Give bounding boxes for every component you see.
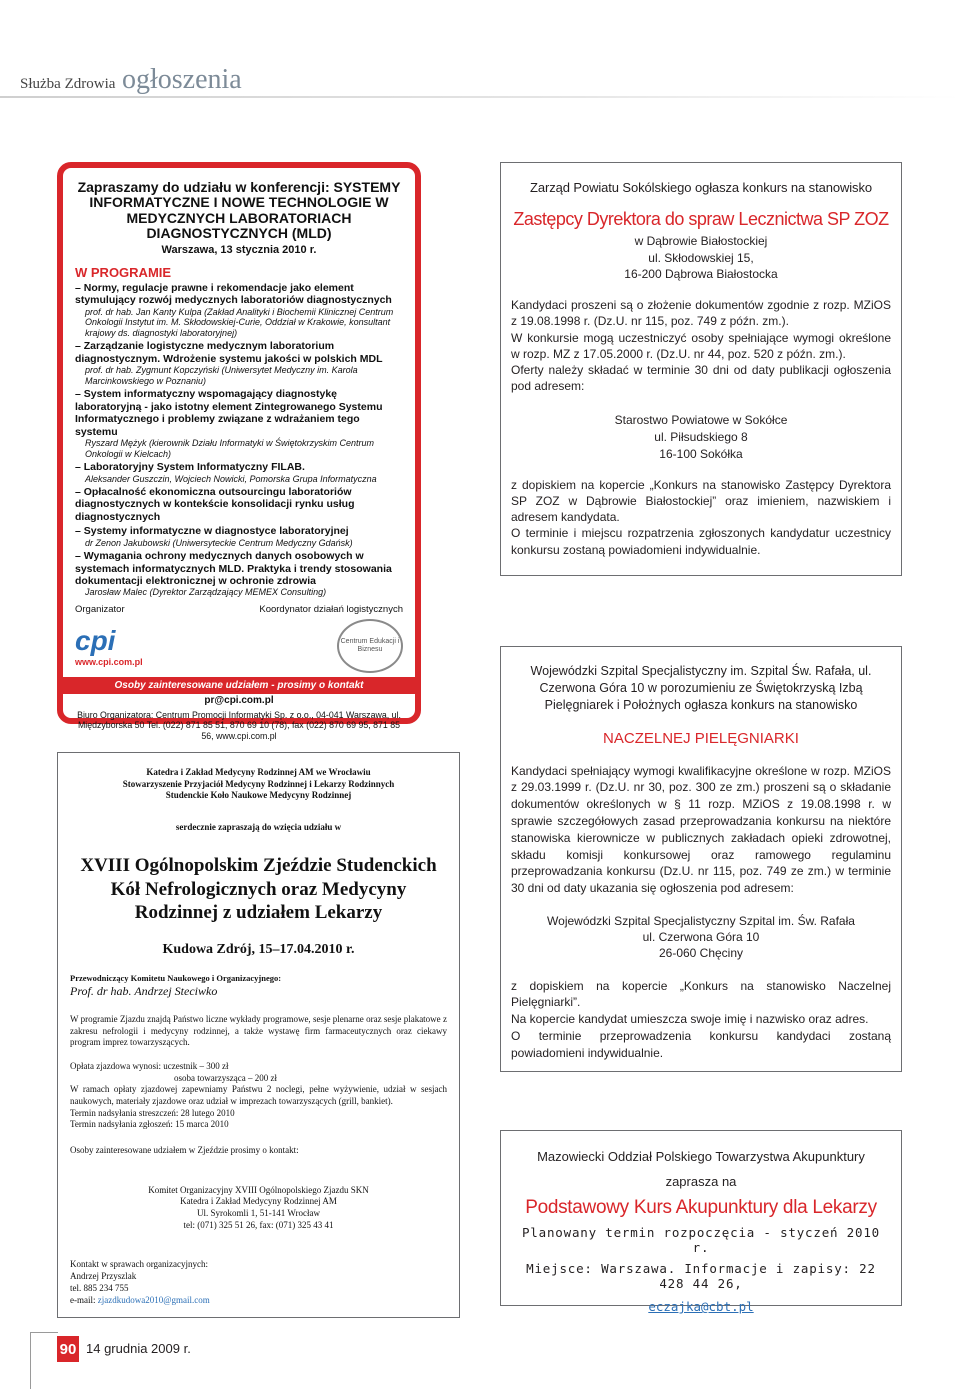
program-item [75,282,403,339]
ad-body [511,297,891,394]
program-item-title: – Zarządzanie logistyczne medycznym laboratorium diagnostycznym. Wdrożenie systemu jakości w polskich MDL [75,340,403,365]
congress-program: W programie Zjazdu znajdą Państwo liczne wykłady programowe, sesje plenarne oraz sesje plakatowe z zakresu nefrologii i medycyny rodzinnej, a także wystawę firm farmaceutycznych oraz ciekawy program imprez towarzyszących. [70,1013,447,1048]
program-item-title: – Systemy informatyczne w diagnostyce laboratoryjnej [75,525,403,537]
organizer-line: Stowarzyszenie Przyjaciół Medycyny Rodzinnej i Lekarzy Rodzinnych [122,778,395,789]
address-line: Katedra i Zakład Medycyny Rodzinnej AM [180,1196,337,1207]
ad-paragraph: Kandydaci proszeni są o złożenie dokumentów zgodnie z rozp. MZiOS z 19.08.1998 r. (Dz.U. nr 115, poz. 749 z późn. zm.). [511,298,891,329]
poster-program-heading: W PROGRAMIE [75,264,172,280]
poster-program-list [75,282,403,598]
poster-title: Zapraszamy do udziału w konferencji: SYSTEMY INFORMATYCZNE I NOWE TECHNOLOGIE W MEDYCZNYCH LABORATORIACH DIAGNOSTYCZNYCH (MLD) [77,179,401,242]
university-seal-icon: Centrum Edukacji i Biznesu [337,619,403,673]
deadline-registration: Termin nadsyłania zgłoszeń: 15 marca 2010 [70,1119,229,1130]
poster-date: Warszawa, 13 stycznia 2010 r. [161,243,317,256]
ad-lead: Wojewódzki Szpital Specjalistyczny im. Szpital Św. Rafała, ul. Czerwona Góra 10 w porozumieniu ze Świętokrzyską Izbą Pielęgniarek i Położnych ogłasza konkurs na stanowisko [530,664,872,712]
ad-paragraph: Oferty należy składać w terminie 30 dni od daty publikacji ogłoszenia pod adresem: [511,362,891,394]
deadline-abstracts: Termin nadsyłania streszczeń: 28 lutego 2010 [70,1107,235,1118]
cpi-url: www.cpi.com.pl [75,657,143,668]
congress-place-date: Kudowa Zdrój, 15–17.04.2010 r. [162,942,355,957]
organizer-line: Katedra i Zakład Medycyny Rodzinnej AM we Wrocławiu [146,767,371,777]
program-item-author: Aleksander Guszczin, Wojciech Nowicki, Pomorska Grupa Informatyczna [85,473,377,484]
poster-contact-bar: Osoby zainteresowane udziałem - prosimy o kontakt [63,677,415,694]
ad-lead: Zarząd Powiatu Sokólskiego ogłasza konkurs na stanowisko [530,180,872,195]
contact-line: Andrzej Przyszlak [70,1271,137,1282]
ad-course-title: Podstawowy Kurs Akupunktury dla Lekarzy [525,1197,877,1218]
ad-hospital-address [511,233,891,283]
program-item-title: – Wymagania ochrony medycznych danych osobowych w systemach informatycznych MLD. Praktyka i trendy stosowania dokumentacji elektronicznej w ochronie zdrowia [75,550,403,587]
address-line: Komitet Organizacyjny XVIII Ogólnopolskiego Zjazdu SKN [148,1184,369,1195]
cpi-logo [75,624,143,668]
poster-contact-email[interactable]: pr@cpi.com.pl [204,694,274,706]
program-item-title: – System informatyczny wspomagający diagnostykę laboratoryjną - jako istotny element Zintegrowanego Systemu Informatycznego i problemy związane z wdrażaniem tego systemu [75,388,403,438]
program-item-title: – Normy, regulacje prawne i rekomendacje jako element stymulujący rozwój medycznych laboratoriów diagnostycznych [75,282,403,307]
conference-poster [57,162,421,741]
address-line: ul. Skłodowskiej 15, [648,250,754,265]
ad-location-info: Miejsce: Warszawa. Informacje i zapisy: 22 428 44 26, [526,1261,876,1291]
program-item [75,461,403,484]
organizer-label: Organizator [75,603,125,615]
acupuncture-course-ad [500,1130,902,1314]
ad-organizer: Mazowiecki Oddział Polskiego Towarzystwa Akupunktury [537,1149,865,1164]
program-item-title: – Opłacalność ekonomiczna outsourcingu laboratoriów diagnostycznych w kontekście konsolidacji rynku usług diagnostycznych [75,486,403,523]
program-item-author: prof. dr hab. Jan Kanty Kulpa (Zakład Analityki i Biochemii Klinicznej Centrum Onkologii Instytut im. M. Skłodowskiej-Curie, Oddział w Krakowie, konsultant krajowy ds. diagnostyki laboratoryjnej) [85,306,394,338]
program-item-author: Jarosław Malec (Dyrektor Zarządzający MEMEX Consulting) [85,587,327,598]
page-number: 90 [57,1336,79,1362]
program-item-title: – Laboratoryjny System Informatyczny FILAB. [75,461,403,473]
address-line: 16-200 Dąbrowa Białostocka [624,267,778,282]
address-line: Ul. Syrokomli 1, 51-141 Wrocław [197,1208,320,1219]
address-line: ul. Czerwona Góra 10 [642,930,760,945]
address-line: 26-060 Chęciny [658,946,744,961]
program-item [75,550,403,598]
program-item [75,486,403,523]
ad-paragraph: O terminie i miejscu rozpatrzenia zgłoszonych kandydatur uczestnicy konkursu zostaną powiadomieni indywidualnie. [511,526,891,557]
ad-paragraph: W konkursie mogą uczestniczyć osoby spełniające wymogi określone w rozp. MZ z 17.05.2000 r. (Dz.U. nr 44, poz. 520 z późn. zm.). [511,330,891,361]
ad-position-title: Zastępcy Dyrektora do spraw Lecznictwa SP ZOZ [513,208,889,229]
committee-address [70,1185,447,1232]
address-line: ul. Piłsudskiego 8 [654,430,748,445]
organizational-contact [70,1259,447,1306]
ad-contact-email[interactable]: eczajka@cbt.pl [648,1299,754,1314]
email-label: e-mail: [70,1294,98,1305]
ad-position-title: NACZELNEJ PIELĘGNIARKI [603,729,799,747]
vice-director-ad [500,162,902,576]
section-title: ogłoszenia [122,64,242,95]
program-item [75,340,403,386]
contact-line: tel. 885 234 755 [70,1282,129,1293]
organizer-line: Studenckie Koło Naukowe Medycyny Rodzinnej [165,790,352,801]
ad-paragraph: Na kopercie kandydat umieszcza swoje imię i nazwisko oraz adres. [511,1012,869,1027]
address-line: tel: (071) 325 51 26, fax: (071) 325 43 41 [183,1219,334,1230]
ad-paragraph: z dopiskiem na kopercie „Konkurs na stanowisko Zastępcy Dyrektora SP ZOZ w Dąbrowie Białostockiej” oraz imieniem, nazwiskiem i adresem kandydata. [511,477,891,525]
footer-rule-horizontal [30,1332,58,1333]
address-line: Wojewódzki Szpital Specjalistyczny Szpital im. Św. Rafała [547,914,855,928]
cpi-logo-mark: cpi [75,625,116,657]
poster-office-info: Biuro Organizatora: Centrum Promocji Informatyki Sp. z o.o., 04-041 Warszawa, ul. Międzyborska 50 Tel. (022) 871 85 51, 870 69 10 (78), fax (022) 870 69 95, 871 85 56, www.cpi.com.pl [77,709,401,741]
fee-includes: W ramach opłaty zjazdowej zapewniamy Państwu 2 noclegi, pełne wyżywienie, udział w sesjach naukowych, materiały zjazdowe oraz udział w imprezach towarzyszących (grill, bankiet). [70,1084,447,1106]
chair-label: Przewodniczący Komitetu Naukowego i Organizacyjnego: [70,973,282,984]
poster-logos [75,619,403,673]
ad-submission-address [511,412,891,462]
ad-paragraph: O terminie przeprowadzenia konkursu kandydaci zostaną powiadomieni indywidualnie. [511,1028,891,1060]
ad-paragraph: z dopiskiem na kopercie „Konkurs na stanowisko Naczelnej Pielęgniarki”. [511,978,891,1010]
contact-email-line [70,1295,447,1307]
fee-companion: osoba towarzysząca – 200 zł [174,1072,277,1083]
congress-organizers [70,767,447,802]
address-line: 16-100 Sokółka [659,446,743,461]
contact-intro: Osoby zainteresowane udziałem w Zjeździe prosimy o kontakt: [70,1145,299,1156]
program-item-author: Ryszard Mężyk (kierownik Działu Informatyki w Świętokrzyskim Centrum Onkologii w Kielcach) [85,437,375,459]
program-item-author: prof. dr hab. Zygmunt Kopczyński (Uniwersytet Medyczny im. Karola Marcinkowskiego w Poznaniu) [85,365,358,386]
chair-name: Prof. dr hab. Andrzej Steciwko [70,984,218,999]
ad-invites: zaprasza na [665,1174,737,1189]
student-congress-ad [57,752,460,1318]
congress-title: XVIII Ogólnopolskim Zjeździe Studenckich Kół Nefrologicznych oraz Medycyny Rodzinnej z udziałem Lekarzy [80,854,437,924]
address-line: w Dąbrowie Białostockiej [634,233,768,248]
congress-invite: serdecznie zapraszają do wzięcia udziału w [175,822,342,833]
poster-organizer-row [75,604,403,615]
program-item [75,525,403,548]
ad-paragraph: Kandydaci spełniający wymogi kwalifikacyjne określone w rozp. MZiOS z 29.03.1999 r. (Dz.U. nr 30, poz. 300 ze zm.) proszeni są o składanie dokumentów określonych w § 11 rozp. MZiOS z 19.08.1998 r. w sprawie szczegółowych zasad przeprowadzania konkursu na niektóre stanowiska kierownicze w publicznych zakładach opieki zdrowotnej, składu komisji konkursowej oraz ramowego regulaminu przeprowadzania konkursu (Dz.U. nr 115, poz. 749 ze zm.) w terminie 30 dni od daty ukazania się ogłoszenia pod adresem: [511,763,891,896]
program-item-author: dr Zenon Jakubowski (Uniwersyteckie Centrum Medyczny Gdańsk) [85,537,353,548]
issue-date: 14 grudnia 2009 r. [86,1341,191,1356]
ad-start-date: Planowany termin rozpoczęcia - styczeń 2010 r. [521,1225,880,1255]
address-line: Starostwo Powiatowe w Sokółce [614,413,788,428]
program-item [75,388,403,459]
ad-body-2 [511,978,891,1062]
magazine-brand: Służba Zdrowia [20,76,116,92]
contact-line: Kontakt w sprawach organizacyjnych: [70,1259,209,1270]
head-nurse-ad [500,646,902,1072]
footer-rule-vertical [30,1332,31,1389]
contact-email[interactable]: zjazdkudowa2010@gmail.com [97,1294,210,1305]
ad-submission-address [511,913,891,962]
header-divider [0,96,960,98]
ad-body-2 [511,477,891,558]
fee-participant: Opłata zjazdowa wynosi: uczestnik – 300 zł [70,1060,229,1071]
coordinator-label: Koordynator działań logistycznych [259,603,403,615]
